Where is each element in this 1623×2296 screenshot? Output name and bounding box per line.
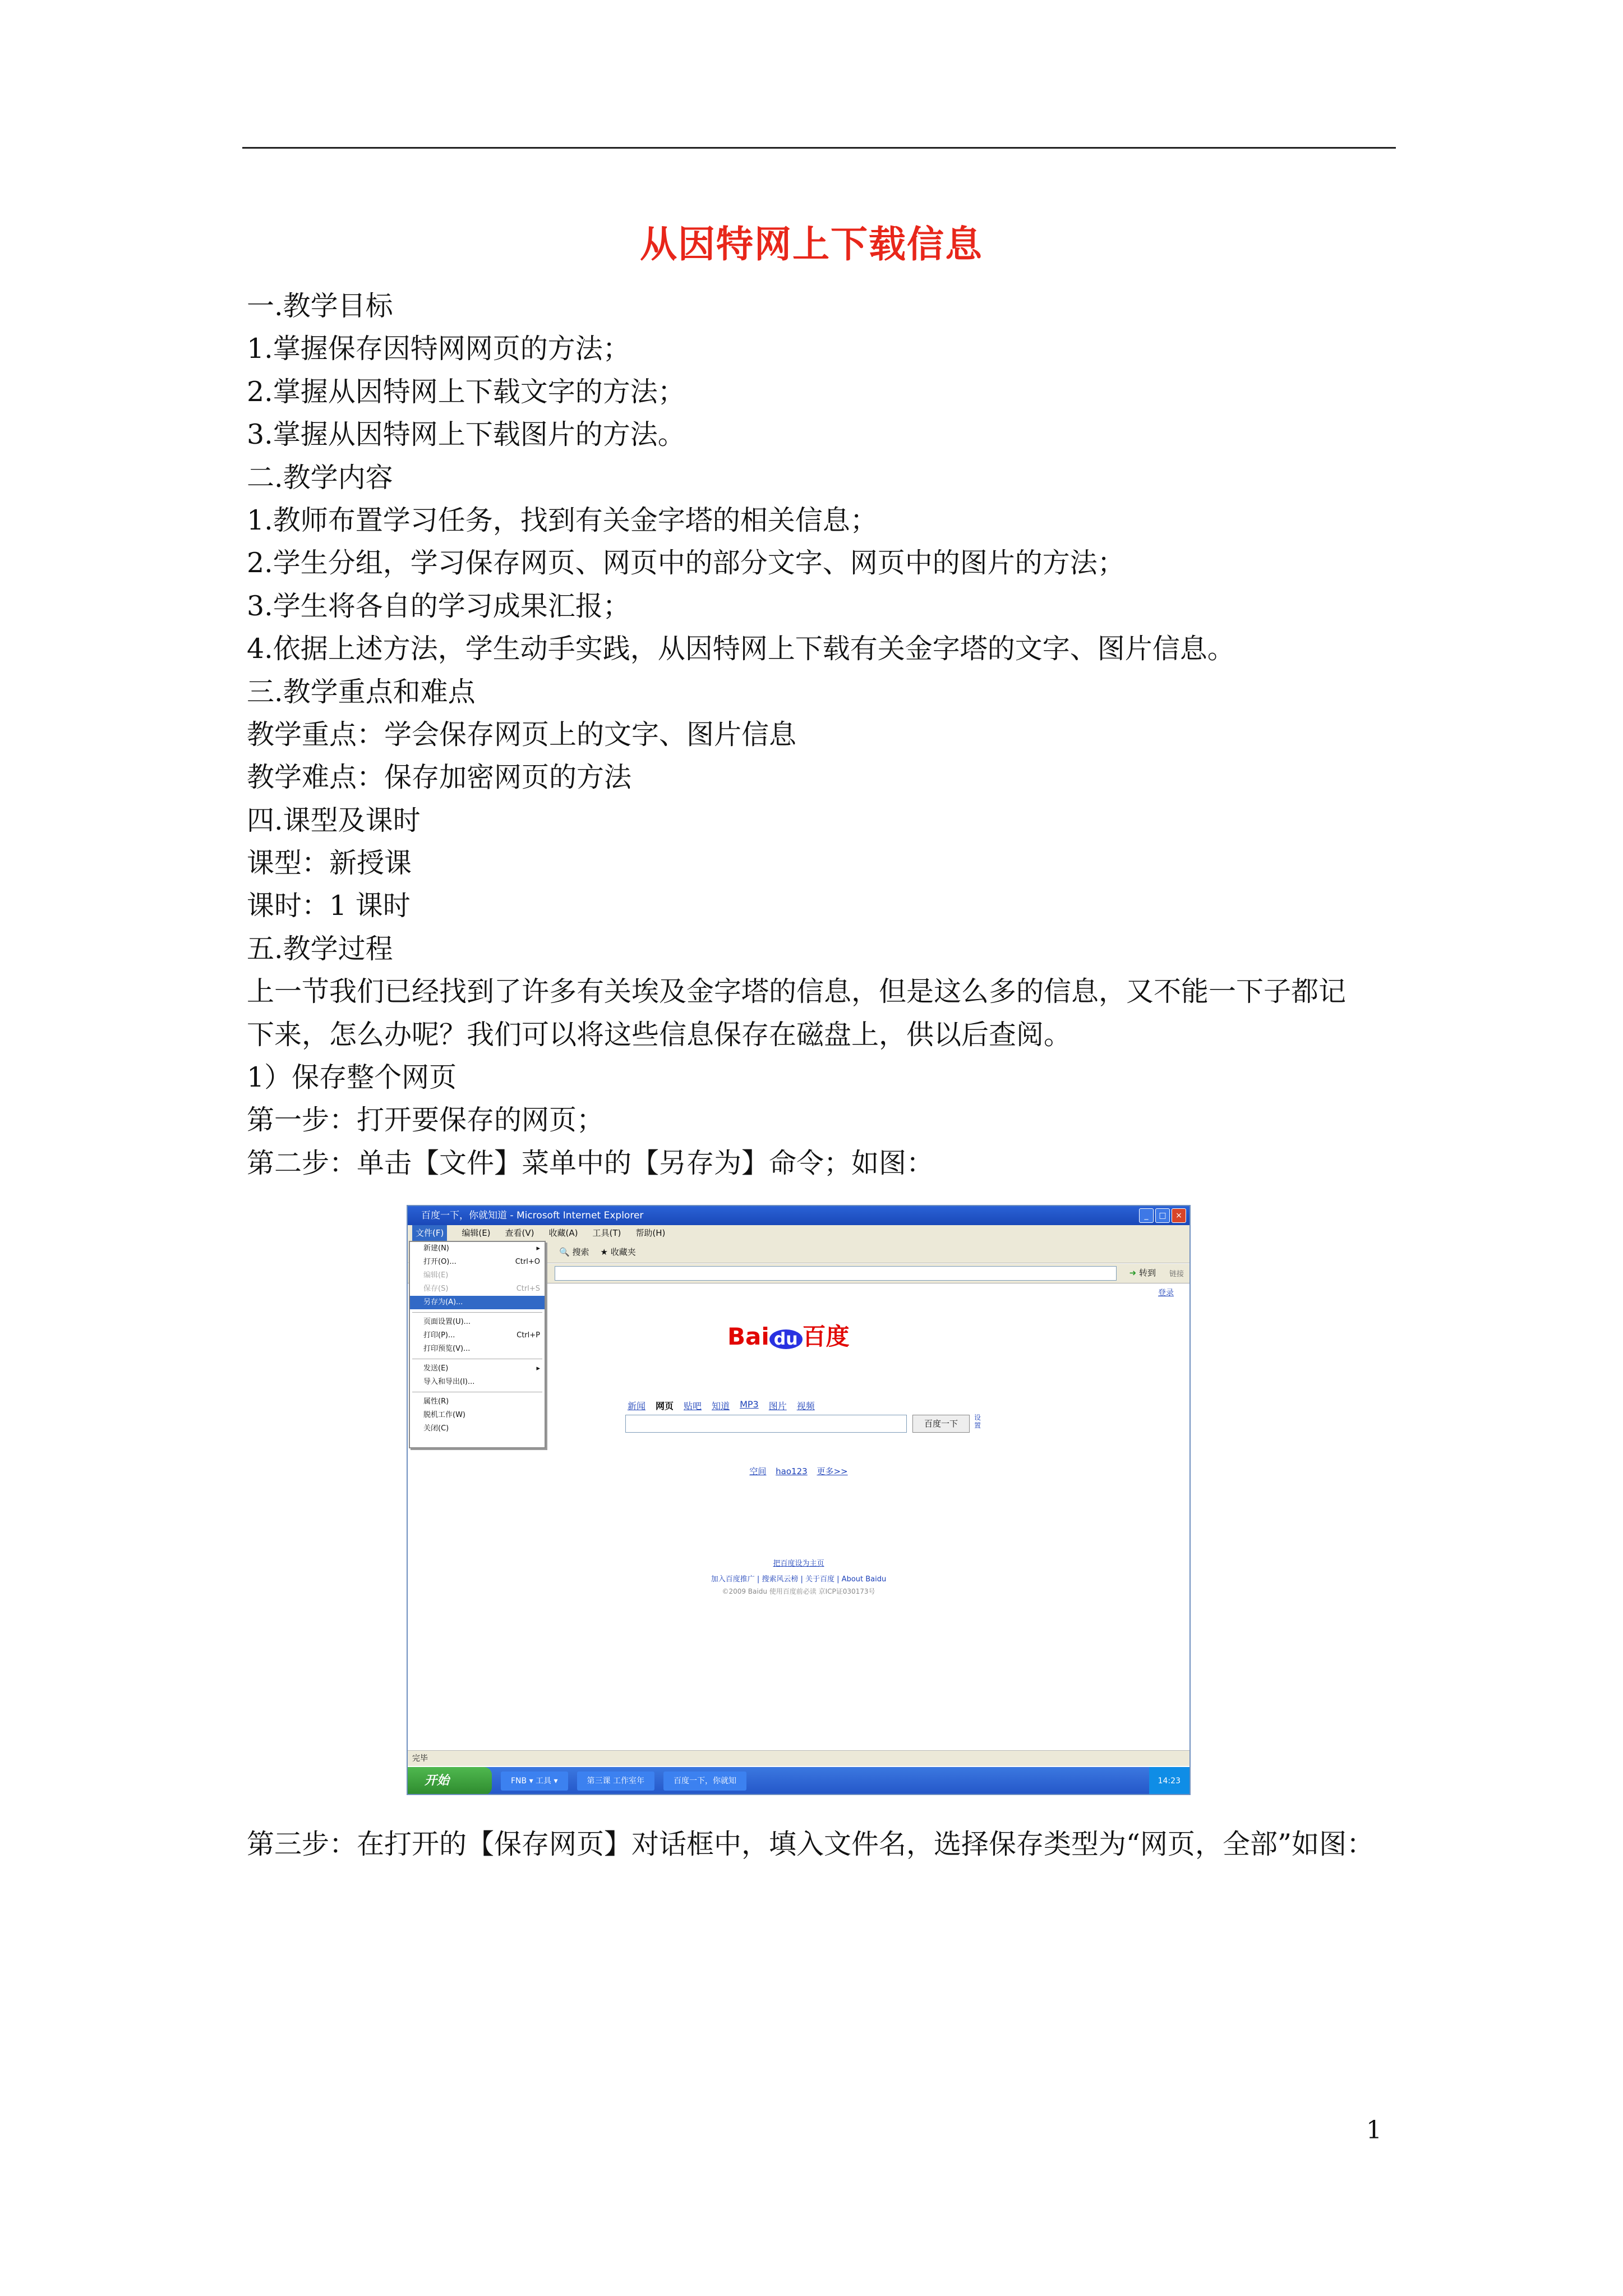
window-title-bar: [408, 1206, 1189, 1225]
menu-item-print-preview[interactable]: [410, 1342, 545, 1356]
text-line: 2.掌握从因特网上下载文字的方法；: [247, 375, 685, 408]
menu-item-save: [410, 1282, 545, 1296]
text-line: 1）保存整个网页: [247, 1061, 457, 1094]
footer-links[interactable]: 加入百度推广 | 搜索风云榜 | 关于百度 | About Baidu: [711, 1575, 887, 1584]
text-line: 教学难点：保存加密网页的方法: [247, 761, 632, 794]
search-button[interactable]: [559, 1241, 589, 1263]
text-line: 第二步：单击【文件】菜单中的【另存为】命令；如图：: [247, 1147, 934, 1179]
menu-item-label: 脱机工作(W): [423, 1411, 465, 1419]
menu-view[interactable]: 查看(V): [505, 1228, 534, 1238]
link-hao123[interactable]: hao123: [776, 1466, 808, 1476]
menu-item-import-export[interactable]: [410, 1375, 545, 1389]
menu-item-label: 导入和导出(I)...: [423, 1378, 475, 1386]
logo-cn: 百度: [802, 1323, 850, 1350]
menu-item-shortcut: ▸: [536, 1364, 540, 1373]
address-input[interactable]: [555, 1266, 1117, 1281]
favorites-button[interactable]: [600, 1241, 635, 1263]
text-line: 一.教学目标: [247, 290, 393, 322]
menu-item-shortcut: Ctrl+S: [516, 1285, 540, 1293]
taskbar: [408, 1767, 1189, 1795]
login-link[interactable]: 登录: [1158, 1289, 1174, 1297]
menu-item-label: 关闭(C): [423, 1424, 449, 1433]
search-icon: 🔍: [559, 1247, 570, 1257]
menu-item-label: 保存(S): [423, 1285, 449, 1293]
text-line: 2.学生分组，学习保存网页、网页中的部分文字、网页中的图片的方法；: [247, 547, 1125, 579]
set-homepage-link[interactable]: 把百度设为主页: [773, 1559, 824, 1568]
menu-item-label: 打开(O)...: [423, 1258, 457, 1266]
link-more[interactable]: 更多>>: [817, 1466, 848, 1476]
logo-bai: Bai: [727, 1323, 769, 1350]
text-line: 3.掌握从因特网上下载图片的方法。: [247, 418, 685, 451]
menu-bar: [408, 1225, 1189, 1241]
menu-item-label: 属性(R): [423, 1397, 449, 1406]
links-label[interactable]: 链接: [1169, 1270, 1184, 1278]
page-number: 1: [1366, 2116, 1382, 2145]
menu-item-label: 页面设置(U)...: [423, 1318, 471, 1326]
menu-item-label: 打印(P)...: [423, 1331, 455, 1340]
menu-item-label: 另存为(A)...: [423, 1298, 463, 1306]
text-line: 课型：新授课: [247, 847, 412, 880]
menu-edit[interactable]: 编辑(E): [462, 1228, 491, 1238]
text-line: 上一节我们已经找到了许多有关埃及金字塔的信息，但是这么多的信息，又不能一下子都记: [247, 976, 1347, 1008]
file-menu-dropdown: [409, 1241, 546, 1448]
menu-separator: [412, 1312, 542, 1313]
document-title: 从因特网上下载信息: [640, 223, 983, 266]
text-line: 四.课型及课时: [247, 804, 421, 836]
maximize-icon[interactable]: □: [1155, 1208, 1170, 1223]
menu-item-properties[interactable]: [410, 1395, 545, 1409]
menu-item-shortcut: Ctrl+P: [517, 1331, 540, 1340]
menu-item-shortcut: Ctrl+O: [515, 1258, 540, 1266]
document-body-after-image: [247, 1823, 1402, 1866]
ie-screenshot: [407, 1205, 1191, 1795]
go-button[interactable]: [1129, 1267, 1156, 1278]
window-title: 百度一下，你就知道 - Microsoft Internet Explorer: [421, 1210, 644, 1221]
tab-web[interactable]: 网页: [656, 1401, 674, 1411]
menu-item-shortcut: ▸: [536, 1244, 540, 1253]
menu-help[interactable]: 帮助(H): [635, 1228, 666, 1238]
start-button[interactable]: 开始: [408, 1767, 492, 1795]
menu-favorites[interactable]: 收藏(A): [548, 1228, 578, 1238]
menu-item-new[interactable]: [410, 1242, 545, 1255]
menu-item-label: 发送(E): [423, 1364, 449, 1373]
text-line: 三.教学重点和难点: [247, 675, 476, 708]
baidu-logo: [727, 1318, 850, 1352]
taskbar-item[interactable]: 百度一下，你就知: [663, 1772, 746, 1791]
menu-item-edit: [410, 1269, 545, 1282]
copyright: ©2009 Baidu 使用百度前必读 京ICP证030173号: [722, 1588, 875, 1595]
menu-tools[interactable]: 工具(T): [592, 1228, 621, 1238]
text-line: 1.教师布置学习任务，找到有关金字塔的相关信息；: [247, 504, 878, 536]
document-body: [247, 285, 1402, 1185]
text-line: 第一步：打开要保存的网页；: [247, 1104, 605, 1137]
menu-item-label: 新建(N): [423, 1244, 449, 1253]
go-label: 转到: [1138, 1268, 1156, 1278]
settings-link[interactable]: 设置: [974, 1414, 981, 1429]
window-controls: [1139, 1208, 1186, 1223]
tab-tieba[interactable]: 贴吧: [684, 1401, 702, 1411]
favorites-label: 收藏夹: [610, 1247, 636, 1257]
close-icon[interactable]: ×: [1172, 1208, 1186, 1223]
search-label: 搜索: [572, 1247, 589, 1257]
text-line: 1.掌握保存因特网网页的方法；: [247, 333, 630, 365]
menu-item-save-as[interactable]: [410, 1296, 545, 1309]
search-submit-button[interactable]: 百度一下: [912, 1415, 970, 1433]
text-line: 下来，怎么办呢？我们可以将这些信息保存在磁盘上，供以后查阅。: [247, 1018, 1072, 1051]
header-rule: [242, 147, 1396, 149]
tab-news[interactable]: 新闻: [628, 1401, 646, 1411]
sub-links: [408, 1465, 1189, 1477]
menu-item-work-offline[interactable]: [410, 1409, 545, 1422]
menu-item-close[interactable]: [410, 1422, 545, 1435]
go-arrow-icon: ➜: [1129, 1268, 1137, 1278]
system-tray-clock: 14:23: [1149, 1767, 1189, 1795]
menu-item-label: 打印预览(V)...: [423, 1345, 471, 1353]
text-line: 4.依据上述方法，学生动手实践，从因特网上下载有关金字塔的文字、图片信息。: [247, 633, 1235, 665]
text-line: 二.教学内容: [247, 461, 393, 494]
star-icon: ★: [600, 1247, 608, 1257]
link-space[interactable]: 空间: [749, 1466, 767, 1476]
tab-images[interactable]: 图片: [768, 1401, 787, 1411]
menu-item-page-setup[interactable]: [410, 1315, 545, 1329]
menu-file[interactable]: 文件(F): [412, 1225, 447, 1241]
text-line: 课时：1 课时: [247, 890, 411, 922]
text-line: 3.学生将各自的学习成果汇报；: [247, 590, 630, 622]
tab-zhidao[interactable]: 知道: [712, 1401, 730, 1411]
text-line: 第三步：在打开的【保存网页】对话框中，填入文件名，选择保存类型为“网页，全部”如图：: [247, 1828, 1375, 1860]
menu-item-label: 编辑(E): [423, 1271, 449, 1280]
tab-mp3[interactable]: MP3: [740, 1399, 759, 1410]
taskbar-item[interactable]: 第三课 工作室年: [577, 1772, 654, 1791]
text-line: 教学重点：学会保存网页上的文字、图片信息: [247, 718, 797, 751]
search-tabs: [628, 1399, 815, 1412]
menu-item-print[interactable]: [410, 1329, 545, 1342]
menu-item-open[interactable]: [410, 1255, 545, 1269]
status-bar: 完毕: [408, 1750, 1189, 1766]
tab-video[interactable]: 视频: [796, 1401, 815, 1411]
logo-du: du: [769, 1329, 803, 1349]
search-input[interactable]: [625, 1415, 907, 1433]
text-line: 五.教学过程: [247, 932, 393, 965]
minimize-icon[interactable]: _: [1139, 1208, 1154, 1223]
taskbar-item[interactable]: FNB ▾ 工具 ▾: [501, 1772, 568, 1791]
menu-item-send[interactable]: [410, 1362, 545, 1375]
